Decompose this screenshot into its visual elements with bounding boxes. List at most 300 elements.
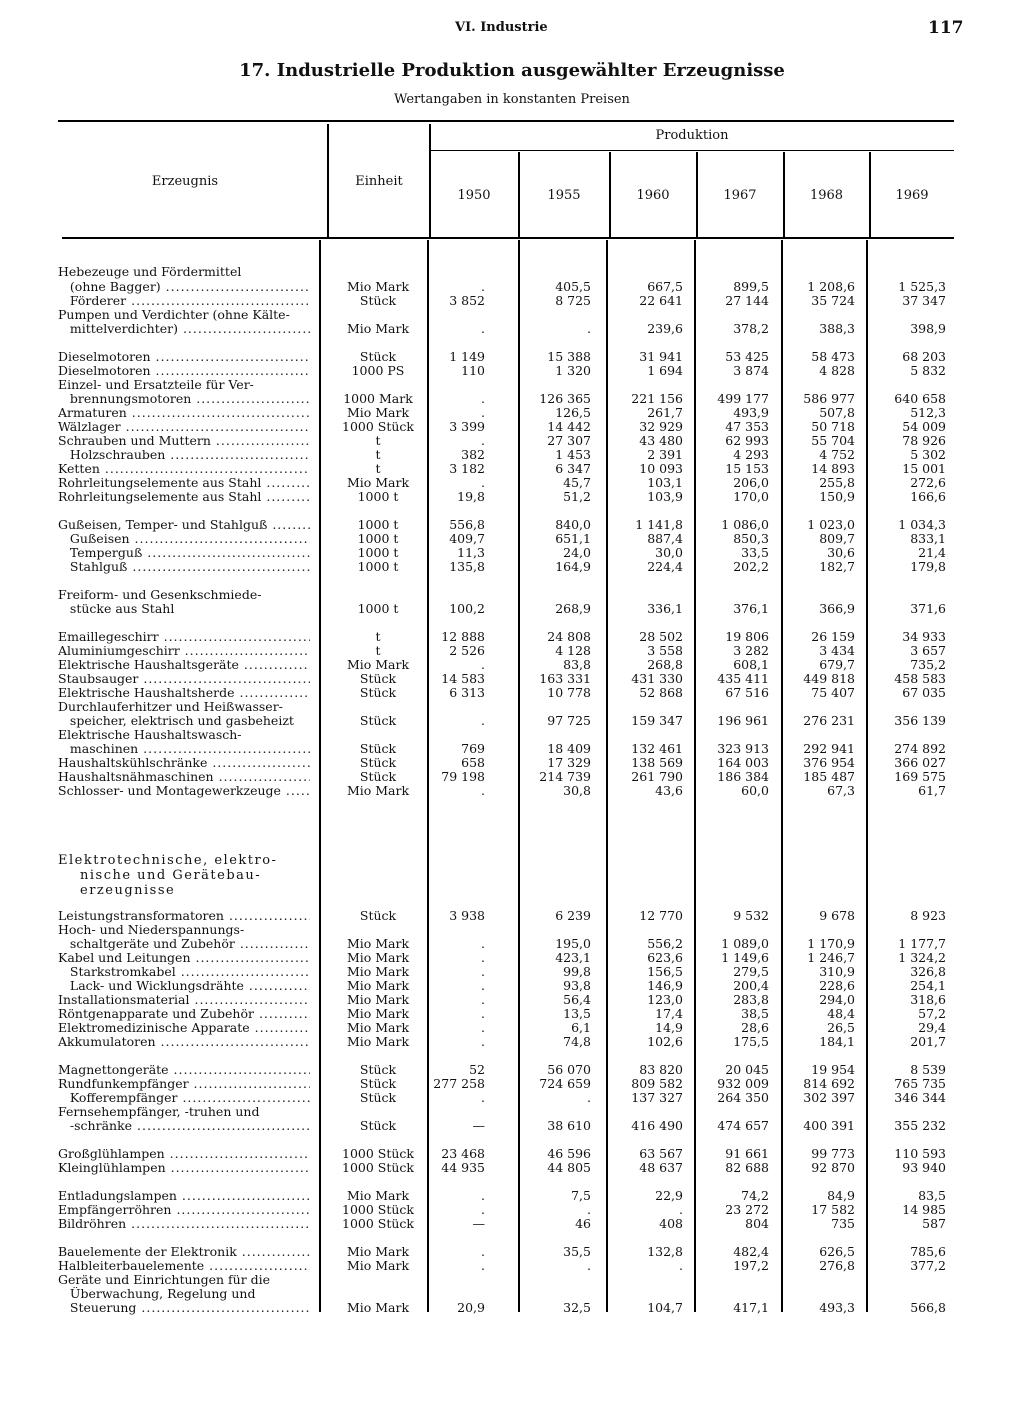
value-1955: 405,5 — [555, 279, 591, 294]
table-row — [0, 420, 1024, 434]
row-unit: Mio Mark — [346, 978, 410, 993]
value-1955: 24,0 — [563, 545, 591, 560]
row-unit: 1000 Stück — [342, 1146, 414, 1161]
value-1955: 30,8 — [563, 783, 591, 798]
row-label: brennungsmotoren ..... — [58, 392, 310, 406]
row-unit: Mio Mark — [346, 783, 410, 798]
row-label: Starkstromkabel ..... — [58, 965, 310, 979]
value-1967: 164 003 — [717, 755, 769, 770]
row-unit: Mio Mark — [346, 1006, 410, 1021]
table-row — [0, 265, 1024, 279]
row-label: Großglühlampen ..... — [58, 1147, 310, 1161]
row-label: Haushaltskühlschränke ..... — [58, 756, 310, 770]
value-1967: 15 153 — [725, 461, 769, 476]
value-1967: 804 — [745, 1216, 769, 1231]
value-1950: 3 938 — [449, 908, 485, 923]
value-1950: . — [481, 1202, 485, 1217]
value-1950: 14 583 — [441, 671, 485, 686]
row-unit: Stück — [359, 293, 397, 308]
table-row — [0, 1147, 1024, 1161]
value-1967: 283,8 — [733, 992, 769, 1007]
row-label: Rohrleitungselemente aus Stahl ..... — [58, 476, 310, 490]
value-1950: . — [481, 657, 485, 672]
value-1968: 30,6 — [827, 545, 855, 560]
value-1968: 276 231 — [803, 713, 855, 728]
value-1969: 8 923 — [910, 908, 946, 923]
table-row — [0, 951, 1024, 965]
value-1967: 482,4 — [733, 1244, 769, 1259]
value-1960: 336,1 — [647, 601, 683, 616]
row-label: Bildröhren ..... — [58, 1217, 310, 1231]
table-row — [0, 630, 1024, 644]
header-produktion: Produktion — [655, 128, 729, 143]
value-1968: 228,6 — [819, 978, 855, 993]
table-row — [0, 532, 1024, 546]
value-1955: 74,8 — [563, 1034, 591, 1049]
table-subtitle: Wertangaben in konstanten Preisen — [394, 92, 630, 107]
value-1950: . — [481, 992, 485, 1007]
value-1969: 640 658 — [894, 391, 946, 406]
table-row — [0, 1273, 1024, 1287]
value-1960: 137 327 — [631, 1090, 683, 1105]
value-1955: 840,0 — [555, 517, 591, 532]
row-label: Hoch- und Niederspannungs- — [58, 923, 245, 937]
table-row — [0, 784, 1024, 798]
value-1960: 221 156 — [631, 391, 683, 406]
table-row — [0, 728, 1024, 742]
value-1968: 67,3 — [827, 783, 855, 798]
value-1969: 93 940 — [902, 1160, 946, 1175]
row-label: stücke aus Stahl — [58, 602, 175, 616]
value-1955: 35,5 — [563, 1244, 591, 1259]
value-1968: 493,3 — [819, 1300, 855, 1315]
value-1960: . — [679, 1202, 683, 1217]
value-1955: . — [587, 321, 591, 336]
value-1967: 82 688 — [725, 1160, 769, 1175]
row-unit: Stück — [359, 685, 397, 700]
value-1955: 13,5 — [563, 1006, 591, 1021]
value-1967: 196 961 — [717, 713, 769, 728]
value-1960: 138 569 — [631, 755, 683, 770]
value-1968: 449 818 — [803, 671, 855, 686]
row-unit: 1000 Stück — [342, 419, 414, 434]
value-1960: 17,4 — [655, 1006, 683, 1021]
table-row — [0, 1063, 1024, 1077]
value-1969: 15 001 — [902, 461, 946, 476]
value-1955: 126 365 — [539, 391, 591, 406]
row-unit: Mio Mark — [346, 964, 410, 979]
value-1968: 507,8 — [819, 405, 855, 420]
table-row — [0, 392, 1024, 406]
value-1967: 206,0 — [733, 475, 769, 490]
table-row — [0, 602, 1024, 616]
value-1960: 809 582 — [631, 1076, 683, 1091]
table-row — [0, 1287, 1024, 1301]
value-1967: 435 411 — [717, 671, 769, 686]
value-1969: 67 035 — [902, 685, 946, 700]
value-1955: 651,1 — [555, 531, 591, 546]
table-row — [0, 294, 1024, 308]
value-1950: 658 — [461, 755, 485, 770]
value-1960: 3 558 — [647, 643, 683, 658]
row-label: Akkumulatoren ..... — [58, 1035, 310, 1049]
value-1967: 4 293 — [733, 447, 769, 462]
row-unit: Stück — [359, 1118, 397, 1133]
value-1967: 27 144 — [725, 293, 769, 308]
value-1967: 378,2 — [733, 321, 769, 336]
row-label: Geräte und Einrichtungen für die — [58, 1273, 271, 1287]
value-1960: 102,6 — [647, 1034, 683, 1049]
table-row — [0, 700, 1024, 714]
row-label: Förderer ..... — [58, 294, 310, 308]
value-1960: 261,7 — [647, 405, 683, 420]
value-1960: 1 694 — [647, 363, 683, 378]
value-1968: 92 870 — [811, 1160, 855, 1175]
production-group-rule — [430, 150, 954, 151]
value-1960: 30,0 — [655, 545, 683, 560]
value-1960: 22 641 — [639, 293, 683, 308]
value-1967: 91 661 — [725, 1146, 769, 1161]
table-header-bottom-rule — [62, 237, 954, 239]
value-1950: 382 — [461, 447, 485, 462]
row-label: Kabel und Leitungen ..... — [58, 951, 310, 965]
row-label: Röntgenapparate und Zubehör ..... — [58, 1007, 310, 1021]
row-label: Halbleiterbauelemente ..... — [58, 1259, 310, 1273]
row-label: (ohne Bagger) ..... — [58, 280, 310, 294]
row-label: Elektrische Haushaltsgeräte ..... — [58, 658, 310, 672]
value-1967: 38,5 — [741, 1006, 769, 1021]
row-label: Ketten ..... — [58, 462, 310, 476]
value-1969: 54 009 — [902, 419, 946, 434]
value-1969: 34 933 — [902, 629, 946, 644]
header-year-1955: 1955 — [547, 188, 581, 203]
value-1960: 159 347 — [631, 713, 683, 728]
row-unit: 1000 t — [357, 545, 399, 560]
table-row — [0, 909, 1024, 923]
value-1968: 809,7 — [819, 531, 855, 546]
table-row — [0, 406, 1024, 420]
value-1967: 376,1 — [733, 601, 769, 616]
table-row — [0, 476, 1024, 490]
value-1969: 765 735 — [894, 1076, 946, 1091]
value-1960: 32 929 — [639, 419, 683, 434]
row-label: Einzel- und Ersatzteile für Ver- — [58, 378, 254, 392]
value-1950: . — [481, 279, 485, 294]
value-1969: 68 203 — [902, 349, 946, 364]
value-1968: 255,8 — [819, 475, 855, 490]
table-row — [0, 560, 1024, 574]
value-1955: 6 239 — [555, 908, 591, 923]
value-1950: . — [481, 405, 485, 420]
value-1968: 4 828 — [819, 363, 855, 378]
value-1950: . — [481, 783, 485, 798]
value-1960: 1 141,8 — [635, 517, 683, 532]
value-1968: 3 434 — [819, 643, 855, 658]
value-1967: 899,5 — [733, 279, 769, 294]
value-1950: . — [481, 321, 485, 336]
value-1955: 6 347 — [555, 461, 591, 476]
value-1960: . — [679, 1258, 683, 1273]
row-label: Schrauben und Muttern ..... — [58, 434, 310, 448]
value-1950: . — [481, 713, 485, 728]
row-unit: Mio Mark — [346, 1034, 410, 1049]
value-1968: 4 752 — [819, 447, 855, 462]
value-1968: 376 954 — [803, 755, 855, 770]
value-1950: . — [481, 950, 485, 965]
value-1969: 356 139 — [894, 713, 946, 728]
value-1969: 366 027 — [894, 755, 946, 770]
value-1967: 202,2 — [733, 559, 769, 574]
row-unit: 1000 Stück — [342, 1160, 414, 1175]
value-1960: 48 637 — [639, 1160, 683, 1175]
value-1960: 63 567 — [639, 1146, 683, 1161]
value-1950: . — [481, 433, 485, 448]
value-1968: 366,9 — [819, 601, 855, 616]
value-1968: 679,7 — [819, 657, 855, 672]
row-unit: Mio Mark — [346, 1258, 410, 1273]
value-1950: — — [472, 1216, 485, 1231]
value-1969: 37 347 — [902, 293, 946, 308]
table-title: 17. Industrielle Produktion ausgewählter Erzeugnisse — [239, 60, 785, 81]
value-1968: 84,9 — [827, 1188, 855, 1203]
value-1968: 55 704 — [811, 433, 855, 448]
value-1967: 417,1 — [733, 1300, 769, 1315]
row-unit: Stück — [359, 1090, 397, 1105]
table-row — [0, 1105, 1024, 1119]
value-1967: 279,5 — [733, 964, 769, 979]
value-1955: 126,5 — [555, 405, 591, 420]
value-1960: 132 461 — [631, 741, 683, 756]
row-label: speicher, elektrisch und gasbeheizt — [58, 714, 294, 728]
value-1968: 294,0 — [819, 992, 855, 1007]
value-1950: 3 852 — [449, 293, 485, 308]
value-1950: 6 313 — [449, 685, 485, 700]
value-1960: 103,9 — [647, 489, 683, 504]
row-label: Bauelemente der Elektronik ..... — [58, 1245, 310, 1259]
value-1955: 46 596 — [547, 1146, 591, 1161]
row-label: Kofferempfänger ..... — [58, 1091, 310, 1105]
row-label: Gußeisen, Temper- und Stahlguß ..... — [58, 518, 310, 532]
value-1960: 22,9 — [655, 1188, 683, 1203]
value-1967: 499 177 — [717, 391, 769, 406]
value-1955: 97 725 — [547, 713, 591, 728]
value-1968: 1 023,0 — [807, 517, 855, 532]
value-1950: 11,3 — [457, 545, 485, 560]
value-1955: 423,1 — [555, 950, 591, 965]
value-1969: 57,2 — [918, 1006, 946, 1021]
row-label: -schränke ..... — [58, 1119, 310, 1133]
value-1968: 302 397 — [803, 1090, 855, 1105]
value-1968: 19 954 — [811, 1062, 855, 1077]
row-unit: Mio Mark — [346, 950, 410, 965]
value-1950: 1 149 — [449, 349, 485, 364]
row-unit: Mio Mark — [346, 405, 410, 420]
table-row — [0, 979, 1024, 993]
value-1968: 814 692 — [803, 1076, 855, 1091]
value-1960: 431 330 — [631, 671, 683, 686]
value-1960: 10 093 — [639, 461, 683, 476]
table-row — [0, 1189, 1024, 1203]
value-1950: — — [472, 1118, 485, 1133]
value-1960: 123,0 — [647, 992, 683, 1007]
row-unit: 1000 t — [357, 601, 399, 616]
row-label: Aluminiumgeschirr ..... — [58, 644, 310, 658]
value-1955: . — [587, 1090, 591, 1105]
value-1960: 887,4 — [647, 531, 683, 546]
value-1967: 200,4 — [733, 978, 769, 993]
value-1950: . — [481, 1188, 485, 1203]
row-label: Temperguß ..... — [58, 546, 310, 560]
value-1960: 239,6 — [647, 321, 683, 336]
section-heading-line-1: Elektrotechnische, elektro- — [58, 853, 278, 868]
value-1969: 318,6 — [910, 992, 946, 1007]
row-label: Elektromedizinische Apparate ..... — [58, 1021, 310, 1035]
row-label: Lack- und Wicklungsdrähte ..... — [58, 979, 310, 993]
value-1968: 48,4 — [827, 1006, 855, 1021]
section-heading-line-2: nische und Gerätebau- — [80, 868, 262, 883]
table-row — [0, 923, 1024, 937]
value-1969: 272,6 — [910, 475, 946, 490]
header-year-1968: 1968 — [809, 188, 844, 203]
table-row — [0, 364, 1024, 378]
table-row — [0, 742, 1024, 756]
value-1950: 12 888 — [441, 629, 485, 644]
value-1950: . — [481, 391, 485, 406]
value-1950: . — [481, 1006, 485, 1021]
value-1950: . — [481, 475, 485, 490]
table-row — [0, 350, 1024, 364]
value-1950: 3 399 — [449, 419, 485, 434]
table-row — [0, 378, 1024, 392]
value-1968: 310,9 — [819, 964, 855, 979]
row-label: Magnettongeräte ..... — [58, 1063, 310, 1077]
value-1955: 24 808 — [547, 629, 591, 644]
value-1950: . — [481, 1034, 485, 1049]
value-1969: 326,8 — [910, 964, 946, 979]
header-einheit: Einheit — [355, 174, 403, 189]
table-row — [0, 1021, 1024, 1035]
row-unit: 1000 t — [357, 517, 399, 532]
value-1969: 14 985 — [902, 1202, 946, 1217]
value-1967: 1 089,0 — [721, 936, 769, 951]
value-1960: 28 502 — [639, 629, 683, 644]
value-1969: 274 892 — [894, 741, 946, 756]
value-1969: 1 525,3 — [898, 279, 946, 294]
value-1955: 93,8 — [563, 978, 591, 993]
row-unit: 1000 Stück — [342, 1216, 414, 1231]
row-label: Entladungslampen ..... — [58, 1189, 310, 1203]
value-1955: 4 128 — [555, 643, 591, 658]
table-row — [0, 490, 1024, 504]
value-1960: 103,1 — [647, 475, 683, 490]
value-1950: 409,7 — [449, 531, 485, 546]
value-1968: 50 718 — [811, 419, 855, 434]
value-1950: . — [481, 978, 485, 993]
row-label: Empfängerröhren ..... — [58, 1203, 310, 1217]
value-1960: 667,5 — [647, 279, 683, 294]
value-1969: 83,5 — [918, 1188, 946, 1203]
value-1969: 179,8 — [910, 559, 946, 574]
row-unit: Stück — [359, 713, 397, 728]
row-unit: 1000 t — [357, 489, 399, 504]
value-1969: 254,1 — [910, 978, 946, 993]
value-1967: 197,2 — [733, 1258, 769, 1273]
row-label: Leistungstransformatoren ..... — [58, 909, 310, 923]
value-1955: 17 329 — [547, 755, 591, 770]
value-1969: 785,6 — [910, 1244, 946, 1259]
table-row — [0, 1203, 1024, 1217]
value-1968: 9 678 — [819, 908, 855, 923]
value-1967: 474 657 — [717, 1118, 769, 1133]
table-row — [0, 1119, 1024, 1133]
value-1968: 1 208,6 — [807, 279, 855, 294]
value-1967: 60,0 — [741, 783, 769, 798]
row-label: Staubsauger ..... — [58, 672, 310, 686]
table-row — [0, 993, 1024, 1007]
row-label: Haushaltsnähmaschinen ..... — [58, 770, 310, 784]
value-1969: 3 657 — [910, 643, 946, 658]
value-1960: 224,4 — [647, 559, 683, 574]
page-number: 117 — [928, 18, 964, 38]
row-unit: Stück — [359, 349, 397, 364]
value-1955: 83,8 — [563, 657, 591, 672]
value-1955: 724 659 — [539, 1076, 591, 1091]
value-1967: 23 272 — [725, 1202, 769, 1217]
value-1960: 83 820 — [639, 1062, 683, 1077]
value-1968: 276,8 — [819, 1258, 855, 1273]
row-label: Installationsmaterial ..... — [58, 993, 310, 1007]
value-1950: 2 526 — [449, 643, 485, 658]
table-row — [0, 1007, 1024, 1021]
value-1960: 156,5 — [647, 964, 683, 979]
row-unit: t — [375, 461, 381, 476]
value-1967: 1 086,0 — [721, 517, 769, 532]
value-1955: 46 — [575, 1216, 591, 1231]
table-row — [0, 658, 1024, 672]
value-1950: 110 — [461, 363, 485, 378]
value-1950: . — [481, 1244, 485, 1259]
value-1967: 53 425 — [725, 349, 769, 364]
row-unit: Stück — [359, 741, 397, 756]
row-label: schaltgeräte und Zubehör ..... — [58, 937, 310, 951]
value-1968: 14 893 — [811, 461, 855, 476]
value-1955: 38 610 — [547, 1118, 591, 1133]
row-label: Elektrische Haushaltsherde ..... — [58, 686, 310, 700]
row-label: Freiform- und Gesenkschmiede- — [58, 588, 262, 602]
row-unit: Stück — [359, 908, 397, 923]
row-label: Pumpen und Verdichter (ohne Kälte- — [58, 308, 290, 322]
row-unit: Mio Mark — [346, 475, 410, 490]
row-unit: 1000 PS — [351, 363, 405, 378]
value-1960: 416 490 — [631, 1118, 683, 1133]
row-label: Hebezeuge und Fördermittel — [58, 265, 242, 279]
table-row — [0, 448, 1024, 462]
value-1950: . — [481, 1020, 485, 1035]
row-unit: 1000 Stück — [342, 1202, 414, 1217]
value-1955: 268,9 — [555, 601, 591, 616]
value-1967: 33,5 — [741, 545, 769, 560]
value-1968: 388,3 — [819, 321, 855, 336]
value-1955: 164,9 — [555, 559, 591, 574]
table-row — [0, 1035, 1024, 1049]
value-1968: 626,5 — [819, 1244, 855, 1259]
row-label: Durchlauferhitzer und Heißwasser- — [58, 700, 283, 714]
value-1967: 9 532 — [733, 908, 769, 923]
value-1968: 292 941 — [803, 741, 855, 756]
value-1968: 17 582 — [811, 1202, 855, 1217]
row-unit: Mio Mark — [346, 321, 410, 336]
value-1969: 5 302 — [910, 447, 946, 462]
